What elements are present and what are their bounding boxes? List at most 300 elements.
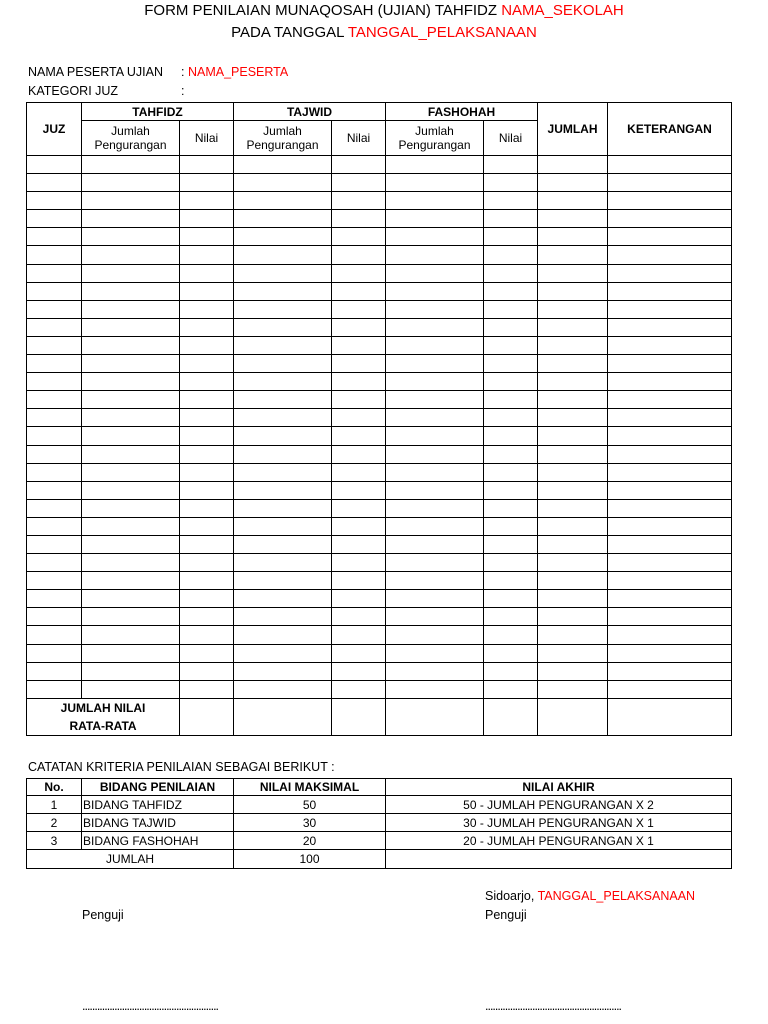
table-cell[interactable] [27,391,82,409]
table-cell[interactable] [484,608,538,626]
table-cell[interactable] [608,373,732,391]
table-cell[interactable] [82,210,180,228]
table-cell[interactable] [386,481,484,499]
table-cell[interactable] [608,662,732,680]
table-cell[interactable] [27,608,82,626]
table-cell[interactable] [180,698,234,735]
criteria-bidang: BIDANG TAHFIDZ [82,796,234,814]
table-cell[interactable] [608,264,732,282]
table-cell[interactable] [386,282,484,300]
table-cell[interactable] [386,246,484,264]
table-row [27,481,732,499]
table-cell[interactable] [180,210,234,228]
table-cell[interactable] [82,499,180,517]
table-cell[interactable] [538,698,608,735]
table-cell[interactable] [386,210,484,228]
table-cell[interactable] [82,391,180,409]
table-cell[interactable] [332,391,386,409]
table-cell[interactable] [386,680,484,698]
table-cell[interactable] [82,572,180,590]
table-cell[interactable] [82,554,180,572]
table-cell[interactable] [82,608,180,626]
table-cell[interactable] [332,626,386,644]
table-cell[interactable] [608,246,732,264]
table-cell[interactable] [234,174,332,192]
table-cell[interactable] [234,572,332,590]
table-cell[interactable] [608,608,732,626]
table-cell[interactable] [538,572,608,590]
table-cell[interactable] [332,336,386,354]
table-cell[interactable] [27,481,82,499]
table-cell[interactable] [82,246,180,264]
table-cell[interactable] [538,174,608,192]
sub-header-line1: Jumlah [111,124,150,138]
table-cell[interactable] [234,481,332,499]
table-cell[interactable] [332,192,386,210]
table-cell[interactable] [234,608,332,626]
table-cell[interactable] [484,572,538,590]
table-cell[interactable] [538,626,608,644]
table-cell[interactable] [82,318,180,336]
table-cell[interactable] [82,445,180,463]
table-cell[interactable] [538,535,608,553]
table-cell[interactable] [538,409,608,427]
table-cell[interactable] [386,517,484,535]
table-cell[interactable] [332,445,386,463]
table-cell[interactable] [180,156,234,174]
table-cell[interactable] [608,698,732,735]
criteria-total-value: 100 [234,850,386,869]
table-cell[interactable] [538,246,608,264]
table-cell[interactable] [332,409,386,427]
table-cell[interactable] [180,318,234,336]
table-cell[interactable] [386,463,484,481]
table-cell[interactable] [332,499,386,517]
school-name-placeholder: NAMA_SEKOLAH [501,2,624,19]
table-cell[interactable] [538,499,608,517]
form-subtitle [0,24,768,41]
table-cell[interactable] [82,680,180,698]
table-cell[interactable] [484,318,538,336]
table-cell[interactable] [386,590,484,608]
table-cell[interactable] [538,282,608,300]
table-cell[interactable] [484,554,538,572]
table-cell[interactable] [484,517,538,535]
table-cell[interactable] [386,336,484,354]
table-cell[interactable] [234,680,332,698]
table-cell[interactable] [27,282,82,300]
table-cell[interactable] [386,445,484,463]
table-cell[interactable] [234,463,332,481]
table-cell[interactable] [386,572,484,590]
table-cell[interactable] [27,626,82,644]
table-cell[interactable] [332,644,386,662]
table-cell[interactable] [386,499,484,517]
table-cell[interactable] [608,481,732,499]
table-cell[interactable] [234,192,332,210]
table-cell[interactable] [180,626,234,644]
table-cell[interactable] [27,156,82,174]
table-cell[interactable] [27,264,82,282]
table-cell[interactable] [234,156,332,174]
table-cell[interactable] [332,481,386,499]
table-cell[interactable] [82,355,180,373]
table-cell[interactable] [82,192,180,210]
table-cell[interactable] [608,210,732,228]
table-cell[interactable] [386,264,484,282]
table-cell[interactable] [332,355,386,373]
table-row [27,662,732,680]
table-cell[interactable] [538,156,608,174]
table-cell[interactable] [538,608,608,626]
table-cell[interactable] [484,282,538,300]
table-cell[interactable] [332,590,386,608]
table-cell[interactable] [234,554,332,572]
table-cell[interactable] [386,662,484,680]
table-cell[interactable] [484,300,538,318]
table-cell[interactable] [608,644,732,662]
table-cell[interactable] [484,192,538,210]
table-cell[interactable] [82,626,180,644]
table-cell[interactable] [608,499,732,517]
table-cell[interactable] [538,228,608,246]
table-cell[interactable] [82,427,180,445]
table-cell[interactable] [180,282,234,300]
table-cell[interactable] [386,391,484,409]
table-row [27,391,732,409]
table-cell[interactable] [180,535,234,553]
table-cell[interactable] [234,373,332,391]
table-cell[interactable] [386,644,484,662]
table-cell[interactable] [484,174,538,192]
table-cell[interactable] [484,156,538,174]
table-cell[interactable] [386,192,484,210]
table-cell[interactable] [332,427,386,445]
table-cell[interactable] [608,228,732,246]
table-cell[interactable] [608,282,732,300]
table-cell[interactable] [82,228,180,246]
table-cell[interactable] [484,535,538,553]
table-cell[interactable] [484,246,538,264]
table-cell[interactable] [234,300,332,318]
table-cell[interactable] [538,373,608,391]
table-cell[interactable] [180,463,234,481]
table-cell[interactable] [180,644,234,662]
table-cell[interactable] [82,336,180,354]
table-cell[interactable] [180,300,234,318]
table-cell[interactable] [180,192,234,210]
table-cell[interactable] [608,463,732,481]
table-cell[interactable] [608,535,732,553]
table-cell[interactable] [538,210,608,228]
table-cell[interactable] [180,246,234,264]
table-cell[interactable] [234,662,332,680]
table-cell[interactable] [608,572,732,590]
table-cell[interactable] [332,572,386,590]
table-cell[interactable] [386,373,484,391]
table-cell[interactable] [27,554,82,572]
table-cell[interactable] [27,210,82,228]
sub-header-line2: Pengurangan [398,138,471,152]
table-cell[interactable] [82,282,180,300]
table-cell[interactable] [234,499,332,517]
table-cell[interactable] [386,174,484,192]
table-cell[interactable] [82,463,180,481]
tajwid-nilai-header: Nilai [332,121,386,156]
date-placeholder: TANGGAL_PELAKSANAAN [347,24,537,41]
table-cell[interactable] [538,590,608,608]
table-cell[interactable] [180,228,234,246]
table-cell[interactable] [386,427,484,445]
table-cell[interactable] [82,264,180,282]
table-cell[interactable] [180,264,234,282]
table-cell[interactable] [484,264,538,282]
table-cell[interactable] [332,246,386,264]
table-cell[interactable] [484,698,538,735]
table-cell[interactable] [484,373,538,391]
table-cell[interactable] [484,228,538,246]
table-cell[interactable] [180,336,234,354]
table-cell[interactable] [538,300,608,318]
table-cell[interactable] [538,554,608,572]
table-cell[interactable] [332,554,386,572]
table-cell[interactable] [332,608,386,626]
table-cell[interactable] [27,535,82,553]
table-cell[interactable] [484,590,538,608]
table-cell[interactable] [538,481,608,499]
table-cell[interactable] [180,409,234,427]
table-cell[interactable] [27,192,82,210]
table-cell[interactable] [484,481,538,499]
table-cell[interactable] [27,427,82,445]
table-cell[interactable] [180,590,234,608]
table-cell[interactable] [180,499,234,517]
table-cell[interactable] [608,318,732,336]
table-cell[interactable] [386,300,484,318]
table-cell[interactable] [234,644,332,662]
criteria-akhir: 50 - JUMLAH PENGURANGAN X 2 [386,796,732,814]
table-cell[interactable] [234,336,332,354]
table-cell[interactable] [234,409,332,427]
table-cell[interactable] [27,644,82,662]
table-cell[interactable] [234,210,332,228]
table-cell[interactable] [82,409,180,427]
table-cell[interactable] [27,355,82,373]
table-cell[interactable] [27,572,82,590]
table-cell[interactable] [538,336,608,354]
table-cell[interactable] [234,445,332,463]
table-cell[interactable] [484,626,538,644]
table-cell[interactable] [332,282,386,300]
table-cell[interactable] [484,409,538,427]
table-cell[interactable] [234,698,332,735]
sub-header-line2: Pengurangan [94,138,167,152]
table-cell[interactable] [332,264,386,282]
table-cell[interactable] [608,355,732,373]
table-cell[interactable] [82,590,180,608]
table-cell[interactable] [484,391,538,409]
table-cell[interactable] [386,409,484,427]
table-cell[interactable] [538,662,608,680]
table-cell[interactable] [27,409,82,427]
table-cell[interactable] [538,680,608,698]
table-cell[interactable] [538,264,608,282]
fashohah-pengurangan-header [386,121,484,156]
table-cell[interactable] [332,210,386,228]
table-cell[interactable] [234,318,332,336]
table-row [27,192,732,210]
table-cell[interactable] [538,318,608,336]
table-cell[interactable] [234,264,332,282]
table-cell[interactable] [234,427,332,445]
table-cell[interactable] [180,662,234,680]
table-cell[interactable] [484,355,538,373]
table-cell[interactable] [386,698,484,735]
table-cell[interactable] [234,391,332,409]
table-cell[interactable] [234,535,332,553]
table-cell[interactable] [608,590,732,608]
table-cell[interactable] [608,192,732,210]
table-cell[interactable] [27,228,82,246]
table-cell[interactable] [82,156,180,174]
table-row [27,499,732,517]
table-cell[interactable] [538,644,608,662]
table-cell[interactable] [332,174,386,192]
table-cell[interactable] [386,156,484,174]
table-cell[interactable] [386,608,484,626]
table-cell[interactable] [386,554,484,572]
table-cell[interactable] [180,445,234,463]
tajwid-header: TAJWID [234,103,386,121]
table-cell[interactable] [386,355,484,373]
table-cell[interactable] [608,517,732,535]
table-cell[interactable] [484,210,538,228]
table-cell[interactable] [234,246,332,264]
table-cell[interactable] [332,373,386,391]
table-cell[interactable] [608,554,732,572]
table-cell[interactable] [484,336,538,354]
table-cell[interactable] [608,427,732,445]
table-cell[interactable] [27,463,82,481]
tajwid-pengurangan-header [234,121,332,156]
table-cell[interactable] [332,228,386,246]
table-cell[interactable] [234,282,332,300]
table-cell[interactable] [386,318,484,336]
table-cell[interactable] [538,391,608,409]
table-cell[interactable] [538,355,608,373]
table-cell[interactable] [538,463,608,481]
table-cell[interactable] [82,300,180,318]
table-cell[interactable] [386,626,484,644]
table-cell[interactable] [27,373,82,391]
table-cell[interactable] [27,300,82,318]
table-cell[interactable] [180,481,234,499]
tahfidz-header: TAHFIDZ [82,103,234,121]
table-cell[interactable] [332,662,386,680]
table-cell[interactable] [332,300,386,318]
table-cell[interactable] [608,336,732,354]
table-cell[interactable] [608,156,732,174]
table-cell[interactable] [180,174,234,192]
table-cell[interactable] [27,662,82,680]
table-cell[interactable] [386,228,484,246]
table-cell[interactable] [27,590,82,608]
table-cell[interactable] [180,680,234,698]
table-cell[interactable] [608,174,732,192]
criteria-bidang: BIDANG FASHOHAH [82,832,234,850]
table-cell[interactable] [82,644,180,662]
table-cell[interactable] [538,517,608,535]
table-cell[interactable] [234,517,332,535]
table-cell[interactable] [386,535,484,553]
table-cell[interactable] [608,300,732,318]
table-cell[interactable] [180,517,234,535]
table-cell[interactable] [234,590,332,608]
table-row [27,680,732,698]
table-cell[interactable] [180,391,234,409]
table-cell[interactable] [484,680,538,698]
table-cell[interactable] [82,662,180,680]
table-cell[interactable] [82,174,180,192]
table-cell[interactable] [608,409,732,427]
table-cell[interactable] [608,445,732,463]
table-cell[interactable] [234,228,332,246]
table-cell[interactable] [180,572,234,590]
table-cell[interactable] [180,373,234,391]
table-cell[interactable] [608,680,732,698]
table-cell[interactable] [234,626,332,644]
table-cell[interactable] [538,427,608,445]
table-cell[interactable] [332,680,386,698]
table-cell[interactable] [27,445,82,463]
table-cell[interactable] [538,192,608,210]
table-cell[interactable] [332,318,386,336]
table-cell[interactable] [180,427,234,445]
table-row [27,336,732,354]
table-cell[interactable] [484,463,538,481]
table-cell[interactable] [484,662,538,680]
table-cell[interactable] [27,336,82,354]
table-cell[interactable] [27,517,82,535]
table-cell[interactable] [82,373,180,391]
table-cell[interactable] [180,608,234,626]
table-cell[interactable] [332,156,386,174]
table-cell[interactable] [484,445,538,463]
table-cell[interactable] [27,318,82,336]
table-cell[interactable] [332,517,386,535]
table-cell[interactable] [484,499,538,517]
table-cell[interactable] [82,535,180,553]
table-cell[interactable] [608,391,732,409]
table-cell[interactable] [180,355,234,373]
table-cell[interactable] [484,427,538,445]
table-cell[interactable] [27,499,82,517]
table-cell[interactable] [484,644,538,662]
table-cell[interactable] [538,445,608,463]
table-cell[interactable] [27,680,82,698]
table-cell[interactable] [332,463,386,481]
table-cell[interactable] [234,355,332,373]
table-cell[interactable] [82,481,180,499]
table-cell[interactable] [180,554,234,572]
examiner-left-label: Penguji [82,908,124,922]
table-cell[interactable] [27,246,82,264]
table-cell[interactable] [82,517,180,535]
table-cell[interactable] [332,698,386,735]
table-cell[interactable] [332,535,386,553]
table-cell[interactable] [608,626,732,644]
table-cell[interactable] [27,174,82,192]
